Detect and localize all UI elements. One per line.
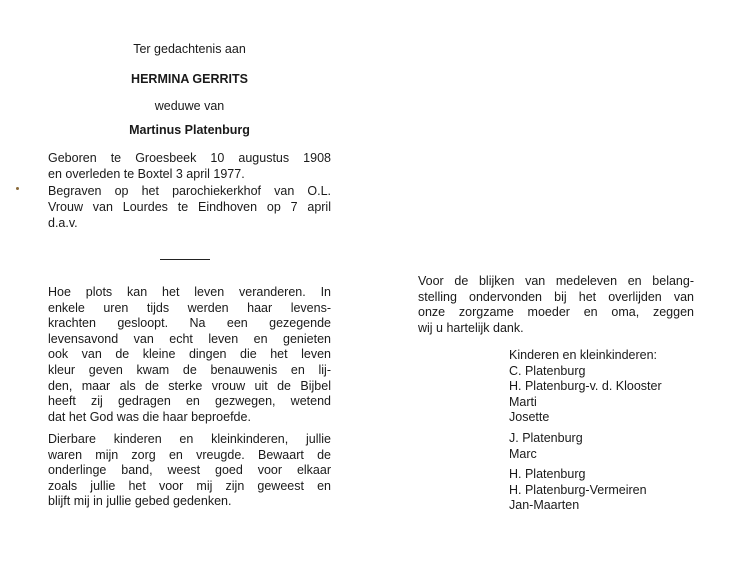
- thanks-line: Voor de blijken van medeleven en belang-: [418, 274, 694, 288]
- family-name: Jan-Maarten: [509, 498, 580, 513]
- paragraph-line: zoals jullie het voor mij zijn geweest en: [48, 478, 331, 493]
- family-name: Marti: [509, 394, 537, 409]
- paragraph-line: blijft mij in jullie gebed gedenken.: [48, 494, 232, 509]
- family-name: Marc: [509, 446, 537, 461]
- paragraph-line: levensavond van echt leven en genieten: [48, 331, 331, 346]
- family-name: H. Platenburg: [509, 467, 586, 482]
- farewell-paragraph: [48, 432, 331, 510]
- family-name: J. Platenburg: [509, 430, 583, 445]
- thanks-line: onze zorgzame moeder en oma, zeggen: [418, 305, 694, 320]
- bio-paragraph: [48, 150, 331, 231]
- widow-of-line: weduwe van: [154, 99, 225, 113]
- paragraph-line: kleur geven kwam de benauwenis en lij-: [48, 362, 331, 377]
- paragraph-line: krachten gesloopt. Na een gezegende: [48, 316, 331, 331]
- family-names: [509, 364, 662, 514]
- paragraph-line: Hoe plots kan het leven veranderen. In: [48, 285, 331, 299]
- paragraph-line: ook van de kleine dingen die het leven: [48, 347, 331, 362]
- bio-line: Begraven op het parochiekerkhof van O.L.: [48, 183, 331, 198]
- signature-heading: Kinderen en kleinkinderen:: [509, 348, 658, 362]
- divider: [160, 259, 210, 260]
- paragraph-line: enkele uren tijds werden haar levens-: [48, 300, 331, 315]
- family-name: H. Platenburg-v. d. Klooster: [509, 379, 662, 394]
- family-name: H. Platenburg-Vermeiren: [509, 482, 647, 497]
- thanks-line: wij u hartelijk dank.: [418, 320, 524, 335]
- family-name: Josette: [509, 410, 550, 425]
- spouse-name: Martinus Platenburg: [129, 123, 250, 137]
- paragraph-line: Dierbare kinderen en kleinkinderen, jullie: [48, 432, 331, 446]
- paragraph-line: heeft zij gedragen en gezwegen, wetend: [48, 394, 331, 409]
- paragraph-line: onderlinge band, weest goed voor elkaar: [48, 463, 331, 478]
- bio-line: en overleden te Boxtel 3 april 1977.: [48, 167, 245, 182]
- deceased-name: HERMINA GERRITS: [131, 72, 248, 86]
- paragraph-line: dat het God was die haar beproefde.: [48, 409, 251, 424]
- family-name: C. Platenburg: [509, 363, 586, 378]
- in-memory-line: Ter gedachtenis aan: [133, 42, 246, 56]
- bio-line: Geboren te Groesbeek 10 augustus 1908: [48, 151, 331, 165]
- thanks-paragraph: [418, 274, 694, 336]
- paragraph-line: waren mijn zorg en vreugde. Bewaart de: [48, 447, 331, 462]
- reflection-paragraph: [48, 285, 331, 425]
- bio-line: Vrouw van Lourdes te Eindhoven op 7 april: [48, 199, 331, 214]
- signature-block: [509, 348, 662, 514]
- paper-speck: [16, 187, 19, 190]
- bio-line: d.a.v.: [48, 216, 78, 231]
- paragraph-line: den, maar als de sterke vrouw uit de Bijbel: [48, 378, 331, 393]
- thanks-line: stelling ondervonden bij het overlijden van: [418, 289, 694, 304]
